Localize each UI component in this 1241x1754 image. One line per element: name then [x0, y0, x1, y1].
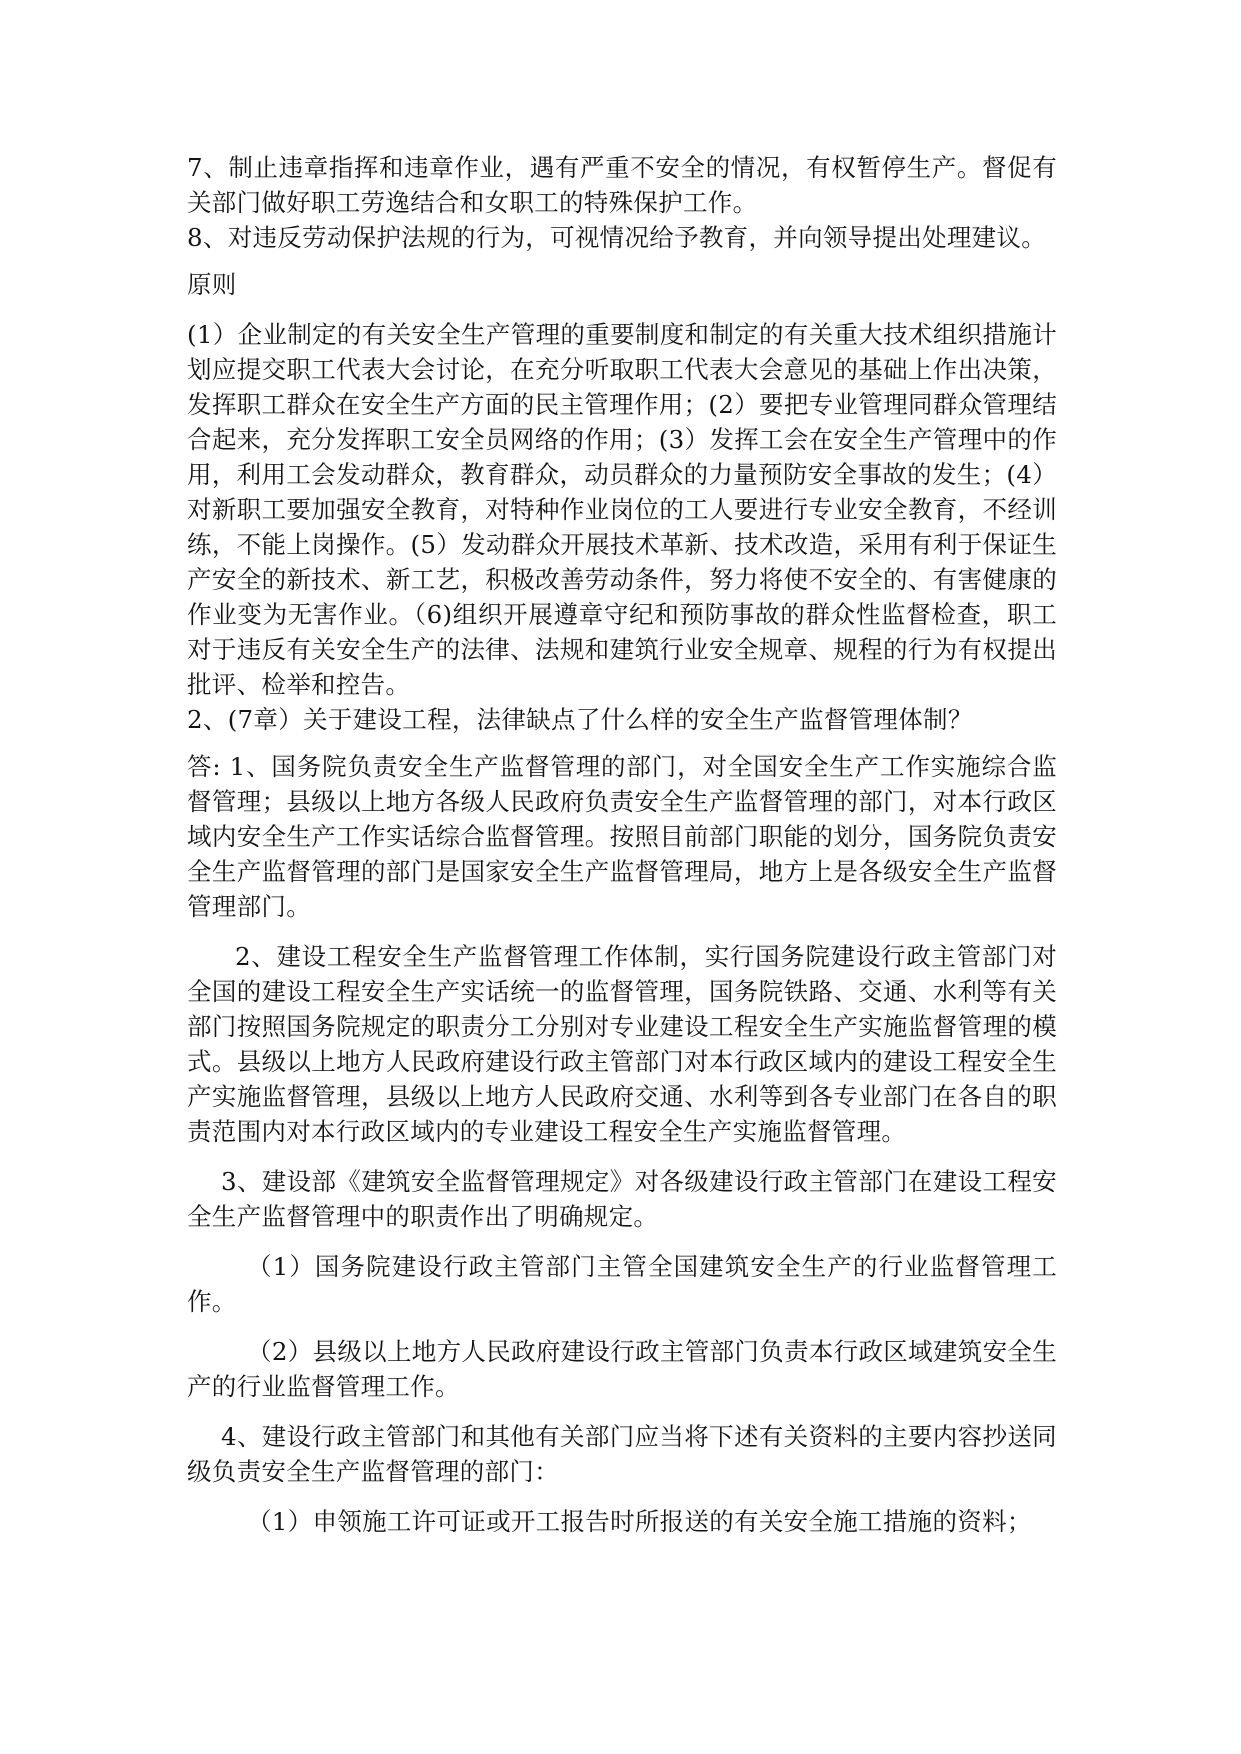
answer-paragraph-4: 4、建设行政主管部门和其他有关部门应当将下述有关资料的主要内容抄送同级负责安全生产监督管理的部门： [187, 1422, 1057, 1486]
answer-paragraph-3: 3、建设部《建筑安全监督管理规定》对各级建设行政主管部门在建设工程安全生产监督管理中的职责作出了明确规定。 [187, 1167, 1057, 1231]
answer-paragraph-2: 2、建设工程安全生产监督管理工作体制，实行国务院建设行政主管部门对全国的建设工程安全生产实话统一的监督管理，国务院铁路、交通、水利等有关部门按照国务院规定的职责分工分别对专业建设工程安全生产实施监督管理的模式。县级以上地方人民政府建设行政主管部门对本行政区域内的建设工程安全生产实施监督管理，县级以上地方人民政府交通、水利等到各专业部门在各自的职责范围内对本行政区域内的专业建设工程安全生产实施监督管理。 [187, 942, 1057, 1146]
paragraph-item-7: 7、制止违章指挥和违章作业，遇有严重不安全的情况，有权暂停生产。督促有关部门做好职工劳逸结合和女职工的特殊保护工作。 [187, 153, 1057, 217]
paragraph-item-8: 8、对违反劳动保护法规的行为，可视情况给予教育，并向领导提出处理建议。 [187, 223, 1047, 252]
answer-subitem-4-1: （1）申领施工许可证或开工报告时所报送的有关安全施工措施的资料； [247, 1507, 1032, 1536]
section-heading-principles: 原则 [187, 270, 237, 299]
answer-subitem-1: （1）国务院建设行政主管部门主管全国建筑安全生产的行业监督管理工作。 [187, 1252, 1057, 1316]
answer-subitem-2: （2）县级以上地方人民政府建设行政主管部门负责本行政区域建筑安全生产的行业监督管理工作。 [187, 1337, 1057, 1401]
question-heading: 2、(7章）关于建设工程，法律缺点了什么样的安全生产监督管理体制？ [187, 705, 973, 734]
paragraph-principles-list: (1）企业制定的有关安全生产管理的重要制度和制定的有关重大技术组织措施计划应提交职工代表大会讨论，在充分听取职工代表大会意见的基础上作出决策，发挥职工群众在安全生产方面的民主管理作用；(2）要把专业管理同群众管理结合起来，充分发挥职工安全员网络的作用；(3）发挥工会在安全生产管理中的作用，利用工会发动群众，教育群众，动员群众的力量预防安全事故的发生；(4）对新职工要加强安全教育，对特种作业岗位的工人要进行专业安全教育，不经训练，不能上岗操作。(5）发动群众开展技术革新、技术改造，采用有利于保证生产安全的新技术、新工艺，积极改善劳动条件，努力将使不安全的、有害健康的作业变为无害作业。（6)组织开展遵章守纪和预防事故的群众性监督检查，职工对于违反有关安全生产的法律、法规和建筑行业安全规章、规程的行为有权提出批评、检举和控告。 [187, 320, 1057, 699]
answer-paragraph-1: 答: 1、国务院负责安全生产监督管理的部门，对全国安全生产工作实施综合监督管理；县级以上地方各级人民政府负责安全生产监督管理的部门，对本行政区域内安全生产工作实话综合监督管理。按照目前部门职能的划分，国务院负责安全生产监督管理的部门是国家安全生产监督管理局，地方上是各级安全生产监督管理部门。 [187, 752, 1057, 921]
document-body [187, 150, 1057, 1539]
